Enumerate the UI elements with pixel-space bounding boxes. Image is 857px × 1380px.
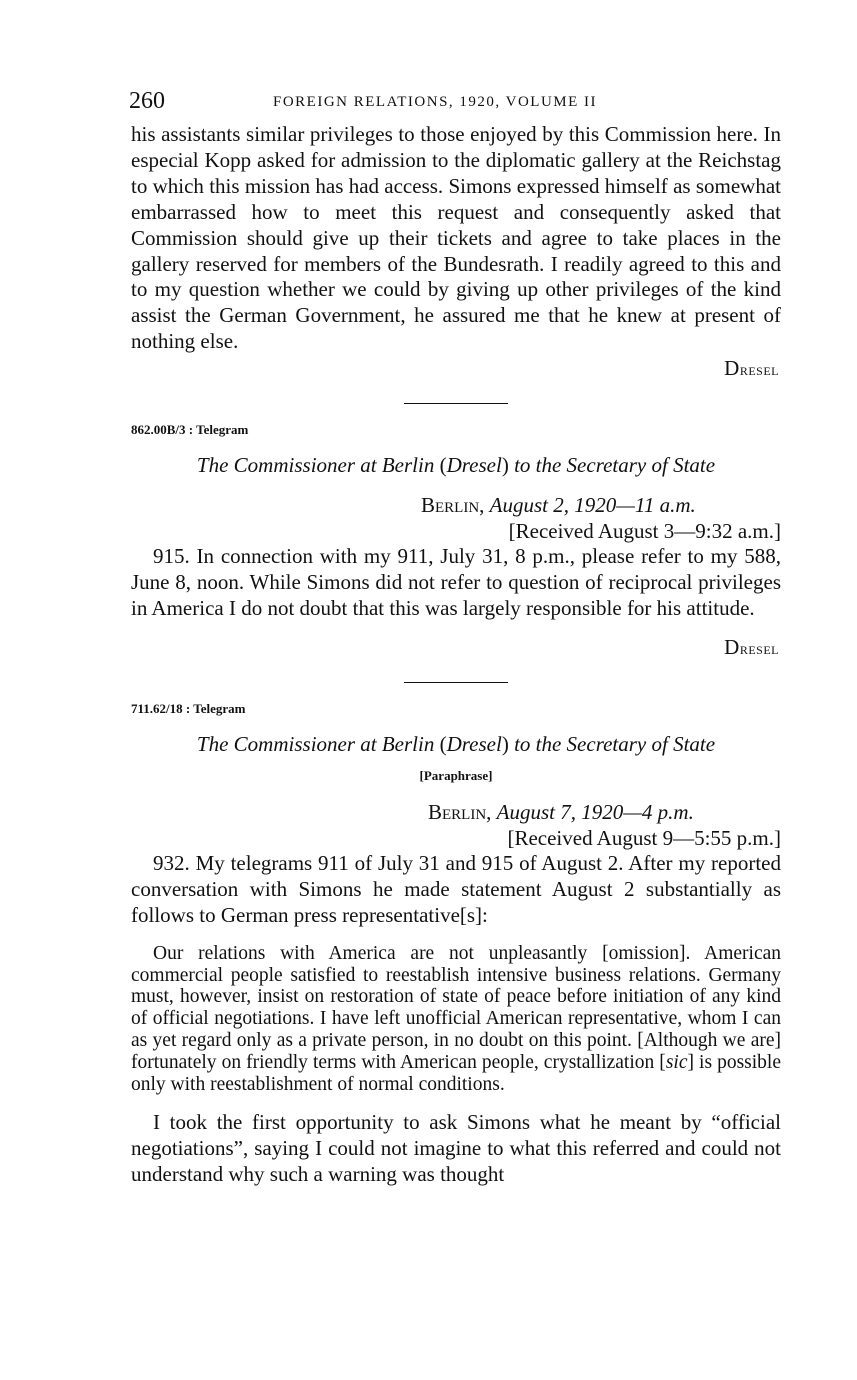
quoted-statement: Our relations with America are not unpleasantly [omission]. American commercial people satisfied to reestablish intensive business relations. Germany must, however, insist on restoration of state of peace before initiation of any kind of official negotiations. I have left unofficial American representative, whom I can as yet regard only as a private person, in no doubt on this point. [Although we are] fortunately on friendly terms with American people, crystallization [sic] is possible only with reestablishment of normal conditions. bbox=[131, 942, 782, 1096]
document-title: The Commissioner at Berlin (Dresel) to the Secretary of State bbox=[196, 453, 716, 478]
telegram-paragraph: 932. My telegrams 911 of July 31 and 915 of August 2. After my reported conversation with Simons he made statement August 2 substantially as follows to German press representative[s]: bbox=[131, 850, 781, 927]
dateline: Berlin, August 2, 1920—11 a.m. bbox=[421, 493, 696, 518]
continuation-paragraph: his assistants similar privileges to those enjoyed by this Commission here. In especial Kopp asked for admission to the diplomatic gallery at the Reichstag to which this mission has had access. Simons expressed himself as somewhat embarrassed how to meet this request and consequently asked that Commission should give up their tickets and agree to take places in the gallery reserved for members of the Bundesrath. I readily agreed to this and to my question whether we could by giving up other privileges of the kind assist the German Government, he assured me that he knew at present of nothing else. bbox=[131, 122, 781, 354]
signature: Dresel bbox=[724, 634, 779, 659]
running-head: FOREIGN RELATIONS, 1920, VOLUME II bbox=[273, 94, 598, 110]
telegram-paragraph: 915. In connection with my 911, July 31, 8 p.m., please refer to my 588, June 8, noon. While Simons did not refer to question of reciprocal privileges in America I do not doubt that this was largely responsible for his attitude. bbox=[131, 544, 781, 620]
file-reference: 711.62/18 : Telegram bbox=[131, 700, 246, 716]
received-line: [Received August 3—9:32 a.m.] bbox=[508, 519, 781, 544]
dateline: Berlin, August 7, 1920—4 p.m. bbox=[428, 799, 694, 824]
paraphrase-note: [Paraphrase] bbox=[419, 767, 493, 783]
telegram-paragraph: I took the first opportunity to ask Simons what he meant by “official negotiations”, saying I could not imagine to what this referred and could not understand why such a warning was thought bbox=[131, 1109, 781, 1186]
page-header bbox=[131, 86, 781, 122]
section-divider bbox=[404, 682, 508, 683]
document-title: The Commissioner at Berlin (Dresel) to the Secretary of State bbox=[196, 731, 716, 756]
page-number: 260 bbox=[129, 88, 165, 114]
file-reference: 862.00B/3 : Telegram bbox=[131, 422, 249, 438]
document-page bbox=[131, 86, 781, 1188]
received-line: [Received August 9—5:55 p.m.] bbox=[507, 825, 781, 850]
signature: Dresel bbox=[724, 356, 779, 381]
section-divider bbox=[404, 403, 508, 404]
